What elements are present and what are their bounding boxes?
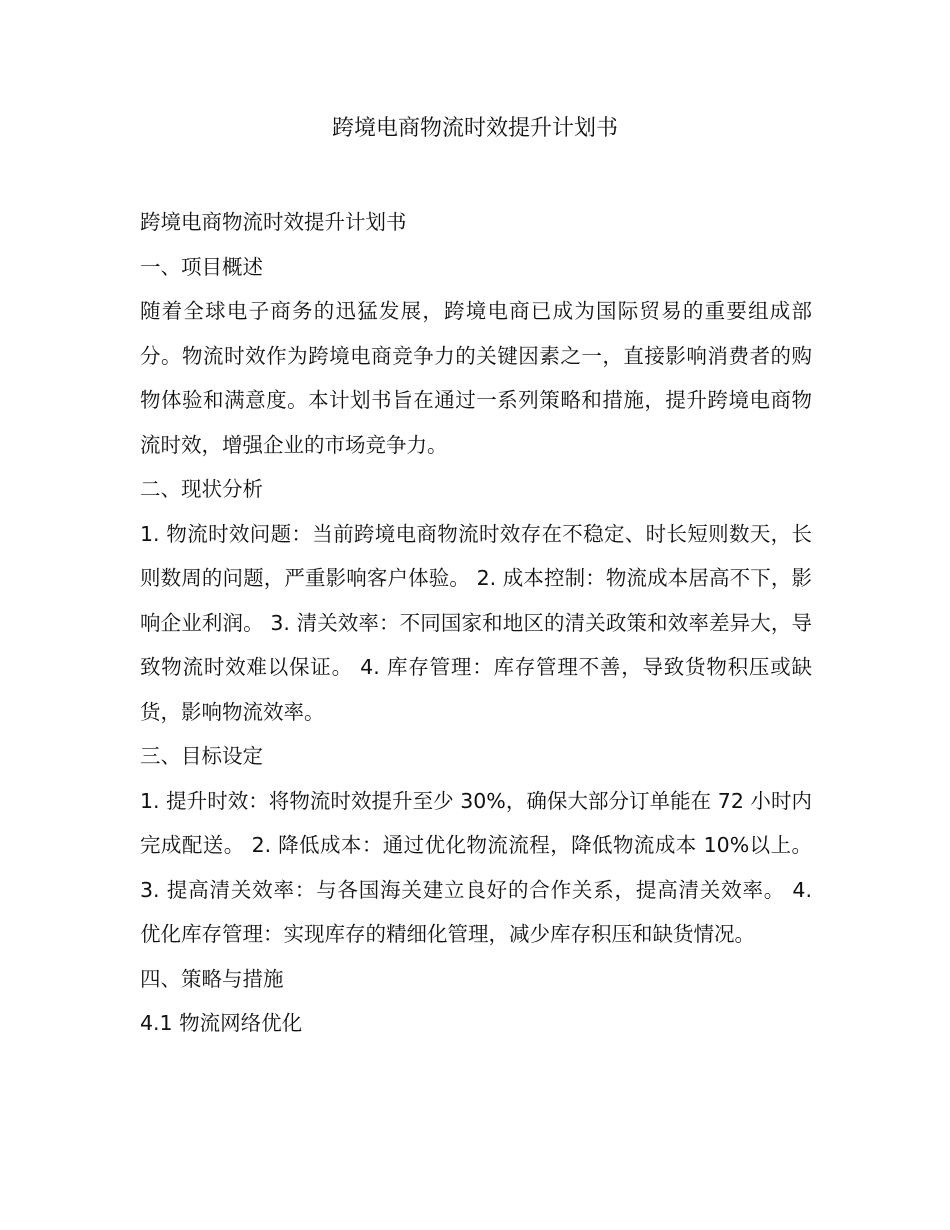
section-heading-goals: 三、目标设定 — [140, 744, 263, 768]
section-heading-overview: 一、项目概述 — [140, 254, 263, 279]
section-heading-status: 二、现状分析 — [140, 477, 263, 501]
subsection-heading-network: 4.1 物流网络优化 — [140, 1011, 303, 1035]
section-paragraph-goals: 1. 提升时效：将物流时效提升至少 30%，确保大部分订单能在 72 小时内完成配送。 2. 降低成本：通过优化物流流程，降低物流成本 10%以上。 3. 提高清关效率：与各国海关建立良好的合作关系，提高清关效率。 4. 优化库存管理：实现库存的精细化管理，减少库存积压和缺货情况。 — [140, 788, 812, 946]
section-paragraph-status: 1. 物流时效问题：当前跨境电商物流时效存在不稳定、时长短则数天，长则数周的问题，严重影响客户体验。 2. 成本控制：物流成本居高不下，影响企业利润。 3. 清关效率：不同国家和地区的清关政策和效率差异大，导致物流时效难以保证。 4. 库存管理：库存管理不善，导致货物积压或缺货，影响物流效率。 — [140, 521, 812, 724]
document-body — [140, 200, 812, 1046]
section-paragraph-overview: 随着全球电子商务的迅猛发展，跨境电商已成为国际贸易的重要组成部分。物流时效作为跨境电商竞争力的关键因素之一，直接影响消费者的购物体验和满意度。本计划书旨在通过一系列策略和措施，提升跨境电商物流时效，增强企业的市场竞争力。 — [140, 299, 812, 457]
document-title: 跨境电商物流时效提升计划书 — [331, 116, 618, 141]
section-heading-strategy: 四、策略与措施 — [140, 966, 284, 991]
document-subtitle: 跨境电商物流时效提升计划书 — [140, 210, 407, 234]
